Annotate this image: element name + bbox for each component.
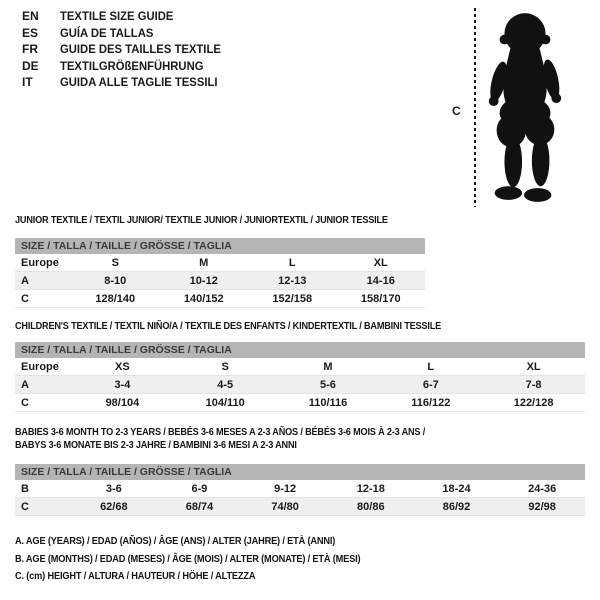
value-cell: 9-12 — [274, 483, 297, 495]
row-label-cell: Europe — [21, 257, 59, 269]
measure-label-c: C — [452, 104, 461, 118]
value-cell: 74/80 — [271, 501, 299, 513]
children-textile-table — [15, 320, 585, 412]
table-rows — [15, 480, 585, 516]
language-code: DE — [22, 58, 39, 73]
language-label: TEXTILGRÖßENFÜHRUNG — [60, 58, 204, 73]
value-cell: XL — [526, 361, 541, 373]
value-cell: XL — [373, 257, 388, 269]
size-header-band: SIZE / TALLA / TAILLE / GRÖSSE / TAGLIA — [15, 464, 585, 480]
language-row — [22, 74, 231, 91]
table-rows — [15, 358, 585, 412]
value-cell: 80/86 — [357, 501, 385, 513]
value-cell: 18-24 — [442, 483, 471, 495]
junior-textile-table — [15, 214, 425, 308]
language-row — [22, 41, 231, 58]
table-title: JUNIOR TEXTILE / TEXTIL JUNIOR/ TEXTILE JUNIOR / JUNIORTEXTIL / JUNIOR TESSILE — [15, 214, 388, 226]
table-row — [15, 254, 425, 272]
height-measure-dashed-line — [474, 8, 476, 207]
value-cell: 10-12 — [189, 275, 218, 287]
value-cell: 98/104 — [105, 397, 140, 409]
table-title: CHILDREN'S TEXTILE / TEXTIL NIÑO/A / TEXTILE DES ENFANTS / KINDERTEXTIL / BAMBINI TESSILE — [15, 320, 442, 332]
value-cell: 110/116 — [308, 397, 348, 409]
table-row — [15, 376, 585, 394]
value-cell: 7-8 — [525, 379, 542, 391]
language-code: ES — [22, 25, 39, 40]
value-cell: 122/128 — [513, 397, 554, 409]
language-row — [22, 8, 231, 25]
value-cell: 12-13 — [278, 275, 307, 287]
row-label-cell: A — [21, 379, 29, 391]
value-cell: 3-4 — [114, 379, 131, 391]
value-cell: M — [199, 257, 209, 269]
value-cell: 3-6 — [105, 483, 122, 495]
value-cell: 140/152 — [183, 293, 224, 305]
language-title-list — [22, 8, 231, 91]
size-header-band: SIZE / TALLA / TAILLE / GRÖSSE / TAGLIA — [15, 238, 425, 254]
size-header-band: SIZE / TALLA / TAILLE / GRÖSSE / TAGLIA — [15, 342, 585, 358]
value-cell: 62/68 — [100, 501, 128, 513]
legend-footnotes — [15, 533, 408, 586]
value-cell: S — [221, 361, 229, 373]
row-label-cell: A — [21, 275, 29, 287]
language-row — [22, 58, 231, 75]
value-cell: 158/170 — [360, 293, 401, 305]
language-label: GUIDA ALLE TAGLIE TESSILI — [60, 75, 218, 89]
language-code: FR — [22, 42, 38, 56]
value-cell: L — [288, 257, 296, 269]
value-cell: 6-7 — [422, 379, 439, 391]
value-cell: 92/98 — [528, 501, 556, 513]
table-row — [15, 394, 585, 412]
value-cell: 14-16 — [366, 275, 395, 287]
value-cell: 116/122 — [411, 397, 451, 409]
value-cell: L — [427, 361, 435, 373]
value-cell: 128/140 — [95, 293, 136, 305]
value-cell: 24-36 — [528, 483, 557, 495]
table-row — [15, 358, 585, 376]
row-label-cell: C — [21, 501, 29, 513]
value-cell: M — [323, 361, 333, 373]
language-code: IT — [22, 75, 33, 89]
value-cell: 86/92 — [442, 501, 471, 513]
footnote-line: C. (cm) HEIGHT / ALTURA / HAUTEUR / HÖHE / ALTEZZA — [15, 570, 256, 582]
table-rows — [15, 254, 425, 308]
row-label-cell: Europe — [21, 361, 59, 373]
value-cell: XS — [115, 361, 130, 373]
footnote-line: A. AGE (YEARS) / EDAD (AÑOS) / ÂGE (ANS) / ALTER (JAHRE) / ETÀ (ANNI) — [15, 535, 336, 547]
table-row — [15, 290, 425, 308]
table-row — [15, 498, 585, 516]
baby-silhouette-icon — [481, 8, 569, 206]
row-label-cell: B — [21, 483, 29, 495]
value-cell: 5-6 — [320, 379, 336, 391]
babies-textile-table — [15, 426, 585, 516]
row-label-cell: C — [21, 397, 29, 409]
value-cell: 6-9 — [191, 483, 208, 495]
value-cell: 152/158 — [272, 293, 313, 305]
value-cell: S — [111, 257, 119, 269]
value-cell: 104/110 — [205, 397, 245, 409]
value-cell: 8-10 — [104, 275, 127, 287]
language-label: GUIDE DES TAILLES TEXTILE — [60, 42, 221, 56]
language-code: EN — [22, 9, 39, 23]
value-cell: 4-5 — [217, 379, 234, 391]
title-gap — [15, 452, 585, 464]
language-label: GUÍA DE TALLAS — [60, 25, 154, 40]
language-row — [22, 25, 231, 42]
value-cell: 12-18 — [356, 483, 385, 495]
table-title-line1: BABIES 3-6 MONTH TO 2-3 YEARS / BEBÉS 3-6 MESES A 2-3 AÑOS / BÉBÉS 3-6 MOIS À 2-3 ANS / — [15, 426, 426, 438]
row-label-cell: C — [21, 293, 29, 305]
value-cell: 68/74 — [185, 501, 214, 513]
language-label: TEXTILE SIZE GUIDE — [60, 9, 174, 23]
table-row — [15, 272, 425, 290]
table-title-line2: BABYS 3-6 MONATE BIS 2-3 JAHRE / BAMBINI 3-6 MESI A 2-3 ANNI — [15, 439, 297, 451]
table-row — [15, 480, 585, 498]
footnote-line: B. AGE (MONTHS) / EDAD (MESES) / ÂGE (MOIS) / ALTER (MONATE) / ETÀ (MESI) — [15, 552, 361, 565]
